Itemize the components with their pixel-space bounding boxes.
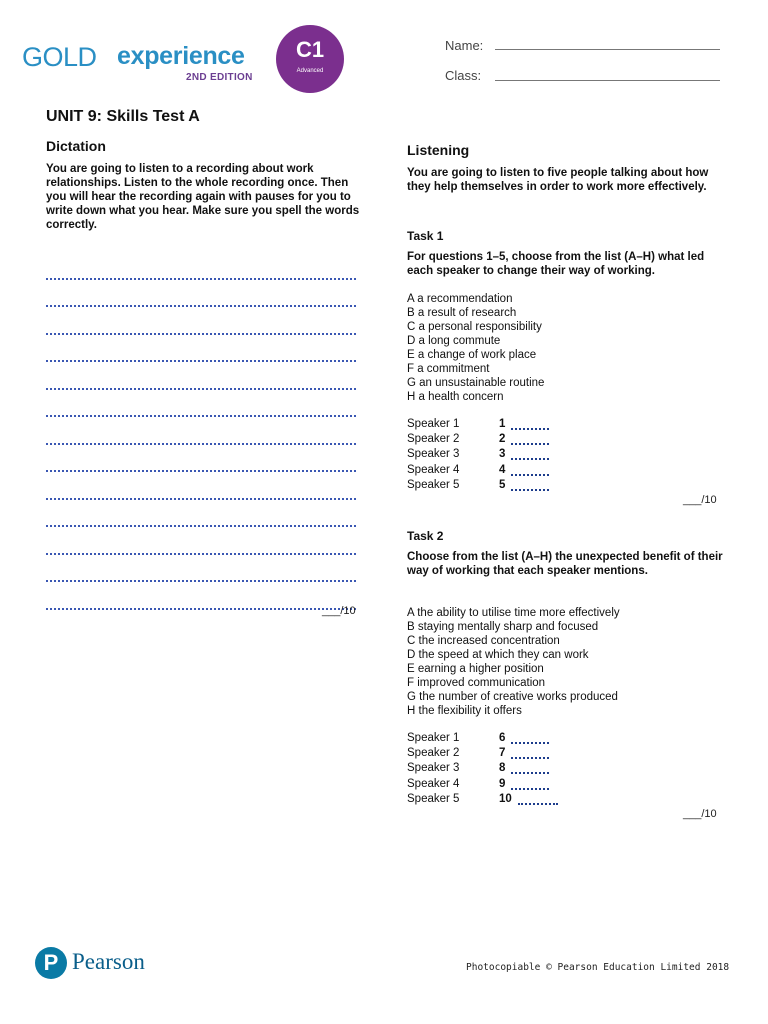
option-item: E earning a higher position [407, 663, 544, 675]
answer-blank[interactable] [511, 489, 549, 491]
dictation-answer-line[interactable] [46, 555, 356, 583]
class-label: Class: [445, 68, 482, 83]
option-item: A a recommendation [407, 293, 513, 305]
name-field[interactable] [495, 49, 720, 50]
speaker-label: Speaker 5 [407, 478, 460, 491]
logo-experience-text: experience [117, 42, 245, 70]
speaker-label: Speaker 5 [407, 792, 460, 805]
dictation-answer-area[interactable] [46, 252, 356, 610]
answer-blank[interactable] [511, 474, 549, 476]
option-item: B staying mentally sharp and focused [407, 621, 599, 633]
option-item: D the speed at which they can work [407, 649, 589, 661]
task2-options [407, 606, 620, 718]
level-badge-label: C1 [295, 37, 325, 62]
level-badge-sublabel: Advanced [296, 68, 324, 74]
dictation-instructions: You are going to listen to a recording about work relationships. Listen to the whole recording once. Then you will hear the recording again with pauses for you to write down what you hear. Make sure you spell the words correctly. [46, 163, 360, 231]
option-item: H a health concern [407, 391, 504, 403]
answer-blank[interactable] [518, 803, 558, 805]
answer-blank[interactable] [511, 428, 549, 430]
dictation-answer-line[interactable] [46, 472, 356, 500]
question-number: 3 [499, 448, 506, 461]
dictation-answer-line[interactable] [46, 500, 356, 528]
option-item: A the ability to utilise time more effectively [407, 607, 620, 619]
speaker-label: Speaker 3 [407, 762, 460, 775]
dictation-score: ___/10 [322, 605, 356, 617]
answer-blank[interactable] [511, 458, 549, 460]
speaker-label: Speaker 2 [407, 433, 460, 446]
option-item: G an unsustainable routine [407, 377, 545, 389]
dictation-answer-line[interactable] [46, 390, 356, 418]
speaker-label: Speaker 4 [407, 463, 460, 476]
pearson-logo-icon: P [35, 947, 67, 979]
pearson-logo-text: Pearson [72, 949, 145, 974]
question-number: 1 [499, 418, 506, 430]
option-item: B a result of research [407, 307, 517, 319]
option-item: G the number of creative works produced [407, 691, 618, 703]
logo-edition-text: 2ND EDITION [186, 72, 253, 83]
option-item: D a long commute [407, 335, 501, 347]
answer-blank[interactable] [511, 772, 549, 774]
question-number: 4 [499, 463, 506, 476]
question-number: 8 [499, 762, 506, 775]
task2-instructions: Choose from the list (A–H) the unexpected benefit of their way of working that each speaker mentions. [407, 551, 723, 577]
dictation-answer-line[interactable] [46, 417, 356, 445]
question-number: 9 [499, 777, 506, 790]
listening-heading: Listening [407, 142, 470, 158]
speaker-label: Speaker 1 [407, 732, 460, 744]
option-item: F improved communication [407, 677, 546, 689]
speaker-label: Speaker 3 [407, 448, 460, 461]
dictation-answer-line[interactable] [46, 582, 356, 610]
task2-heading: Task 2 [407, 529, 444, 543]
logo-gold-text: GOLD [22, 42, 97, 72]
dictation-answer-line[interactable] [46, 335, 356, 363]
answer-blank[interactable] [511, 788, 549, 790]
speaker-label: Speaker 2 [407, 747, 460, 760]
dictation-answer-line[interactable] [46, 252, 356, 280]
option-item: F a commitment [407, 363, 490, 375]
question-number: 6 [499, 732, 506, 744]
answer-blank[interactable] [511, 742, 549, 744]
option-item: C a personal responsibility [407, 321, 542, 333]
question-number: 10 [499, 792, 512, 805]
task2-score: ___/10 [683, 808, 717, 820]
task1-heading: Task 1 [407, 229, 444, 243]
listening-instructions: You are going to listen to five people talking about how they help themselves in order to work more effectively. [407, 167, 709, 193]
page-title: UNIT 9: Skills Test A [46, 108, 200, 125]
copyright-notice: Photocopiable © Pearson Education Limited 2018 [466, 962, 730, 973]
class-field[interactable] [495, 80, 720, 81]
dictation-heading: Dictation [46, 138, 106, 154]
dictation-answer-line[interactable] [46, 445, 356, 473]
name-label: Name: [445, 38, 484, 53]
option-item: H the flexibility it offers [407, 705, 522, 717]
option-item: E a change of work place [407, 349, 537, 361]
question-number: 7 [499, 747, 506, 760]
answer-blank[interactable] [511, 757, 549, 759]
dictation-answer-line[interactable] [46, 362, 356, 390]
dictation-answer-line[interactable] [46, 307, 356, 335]
dictation-answer-line[interactable] [46, 527, 356, 555]
task1-score: ___/10 [683, 494, 717, 506]
speaker-label: Speaker 4 [407, 777, 460, 790]
answer-blank[interactable] [511, 443, 549, 445]
option-item: C the increased concentration [407, 635, 560, 647]
speaker-label: Speaker 1 [407, 418, 460, 430]
question-number: 5 [499, 478, 506, 491]
task1-instructions: For questions 1–5, choose from the list (A–H) what led each speaker to change their way of working. [407, 251, 705, 277]
question-number: 2 [499, 433, 506, 446]
dictation-answer-line[interactable] [46, 280, 356, 308]
task1-options [407, 292, 544, 404]
level-badge [276, 25, 344, 93]
